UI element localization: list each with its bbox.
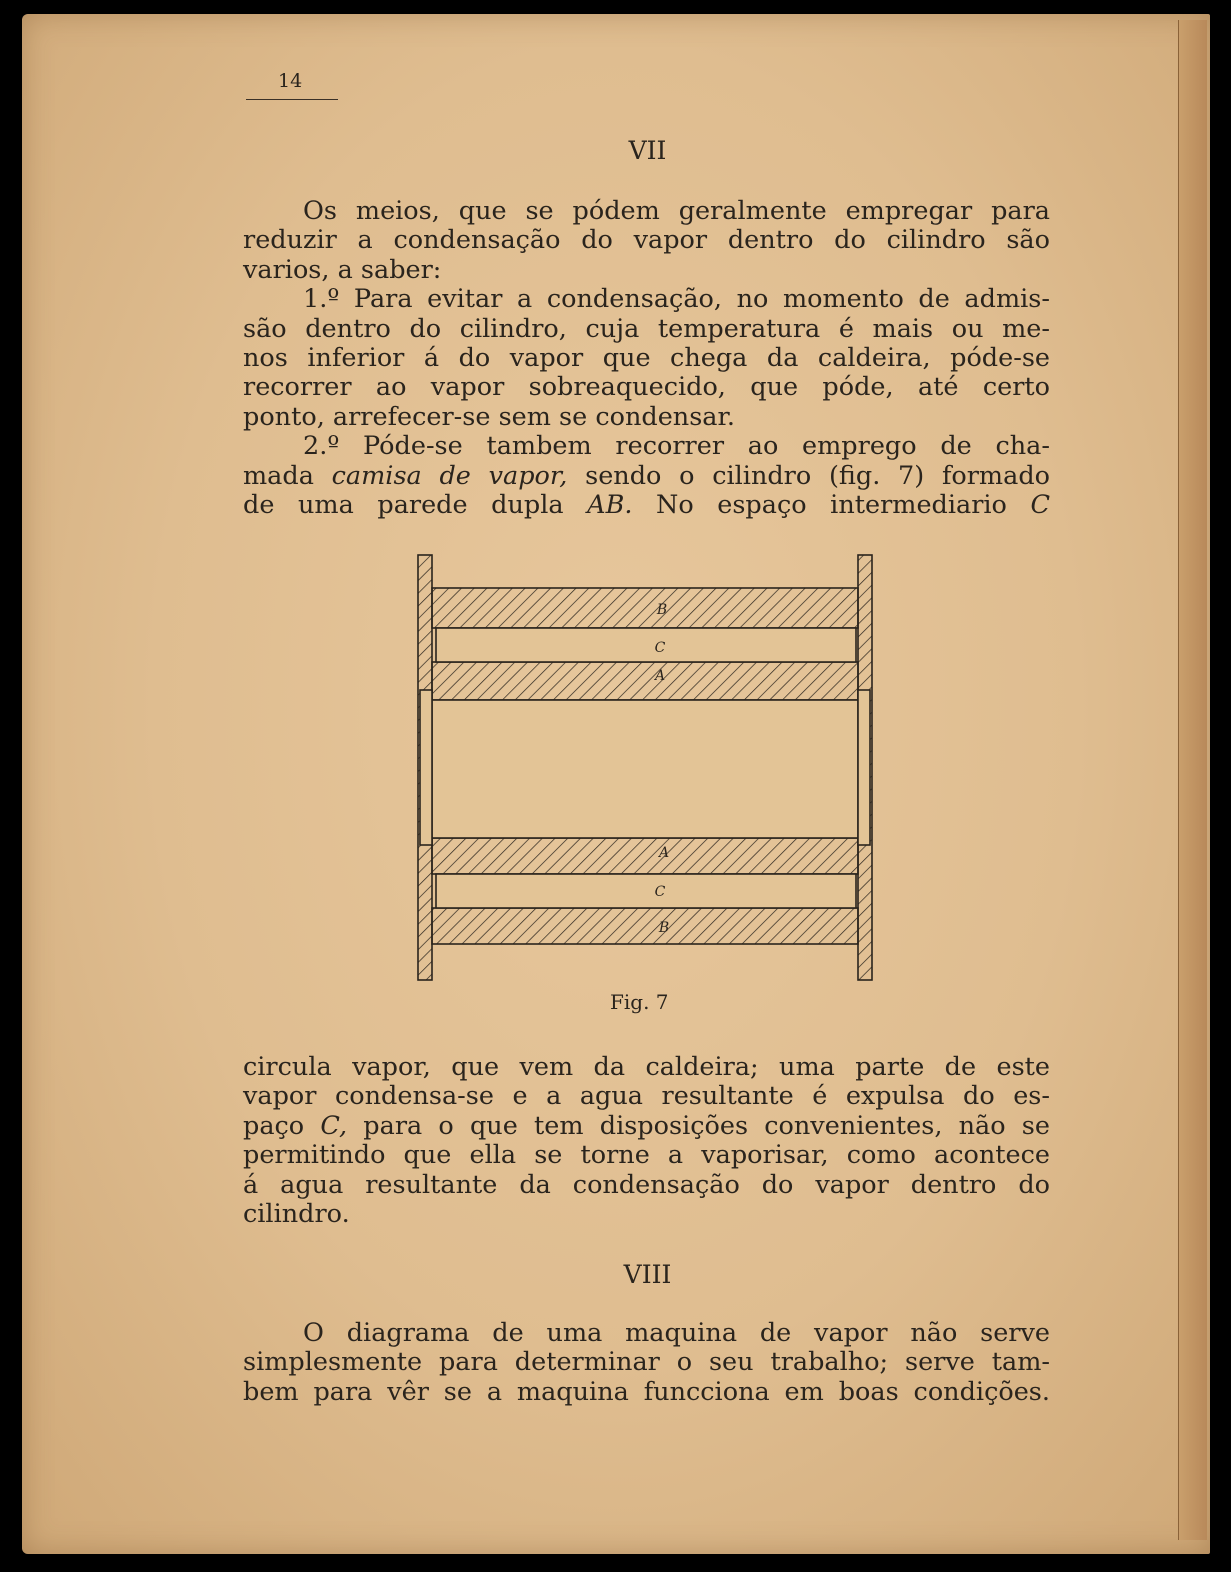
text-line: ponto, arrefecer-se sem se condensar. xyxy=(243,401,735,432)
text-line: á agua resultante da condensação do vapor dentro do xyxy=(243,1169,1050,1200)
label-a-bottom: A xyxy=(658,845,670,861)
italic-term: C, xyxy=(320,1110,348,1141)
figure-caption: Fig. 7 xyxy=(610,990,669,1014)
text-line: bem para vêr se a maquina funcciona em boas condições. xyxy=(243,1376,1050,1407)
italic-term: camisa de vapor, xyxy=(331,460,568,491)
page-edge xyxy=(1178,20,1207,1540)
text-line xyxy=(243,462,1050,491)
text-line: 1.º Para evitar a condensação, no momento de admis- xyxy=(303,284,1050,315)
section-vii-text xyxy=(243,197,1050,520)
text-line: reduzir a condensação do vapor dentro do cilindro são xyxy=(243,225,1050,256)
section-viii-text xyxy=(243,1319,1050,1407)
text-line xyxy=(243,491,1050,520)
italic-term: C xyxy=(1030,490,1051,521)
text-line: nos inferior á do vapor que chega da caldeira, póde-se xyxy=(243,343,1050,374)
text-line: cilindro. xyxy=(243,1199,350,1230)
steam-space-bottom xyxy=(436,874,856,908)
label-b-bottom: B xyxy=(658,920,670,936)
cylinder-figure xyxy=(410,550,880,985)
text-line: vapor condensa-se e a agua resultante é expulsa do es- xyxy=(243,1081,1050,1112)
text-line: O diagrama de uma maquina de vapor não serve xyxy=(303,1318,1050,1348)
left-liner xyxy=(420,690,432,845)
wall-a-bottom xyxy=(432,838,858,874)
label-c-top: C xyxy=(654,640,666,656)
cylinder-bore xyxy=(432,700,858,838)
text-line: permitindo que ella se torne a vaporisar, como acontece xyxy=(243,1140,1050,1171)
wall-a-top xyxy=(432,662,858,700)
label-a-top: A xyxy=(654,668,666,684)
text-run: paço xyxy=(243,1110,321,1141)
text-line: simplesmente para determinar o seu trabalho; serve tam- xyxy=(243,1347,1050,1378)
text-line: recorrer ao vapor sobreaquecido, que póde, até certo xyxy=(243,372,1050,403)
text-line xyxy=(243,1112,1050,1141)
text-run: sendo o cilindro (fig. 7) formado xyxy=(567,460,1050,491)
text-run: mada xyxy=(243,460,332,491)
right-liner xyxy=(858,690,870,845)
text-run: para o que tem disposições convenientes, não se xyxy=(347,1110,1050,1141)
section-heading-vii: VII xyxy=(628,136,667,165)
label-b-top: B xyxy=(656,602,668,618)
text-run: No espaço intermediario xyxy=(632,490,1031,521)
steam-space-top xyxy=(436,628,856,662)
page-number: 14 xyxy=(278,70,303,92)
text-run: de uma parede dupla xyxy=(243,490,588,521)
text-line: circula vapor, que vem da caldeira; uma parte de este xyxy=(243,1052,1050,1082)
wall-b-bottom xyxy=(432,908,858,944)
text-line: varios, a saber: xyxy=(243,254,442,285)
italic-term: AB. xyxy=(587,490,633,521)
page-number-rule xyxy=(246,99,338,100)
text-line: 2.º Póde-se tambem recorrer ao emprego de cha- xyxy=(303,431,1050,462)
text-line: Os meios, que se pódem geralmente empregar para xyxy=(303,196,1050,226)
section-heading-viii: VIII xyxy=(623,1260,672,1289)
label-c-bottom: C xyxy=(654,884,666,900)
wall-b-top xyxy=(432,588,858,628)
continuation-text xyxy=(243,1053,1050,1229)
text-line: são dentro do cilindro, cuja temperatura é mais ou me- xyxy=(243,313,1050,344)
